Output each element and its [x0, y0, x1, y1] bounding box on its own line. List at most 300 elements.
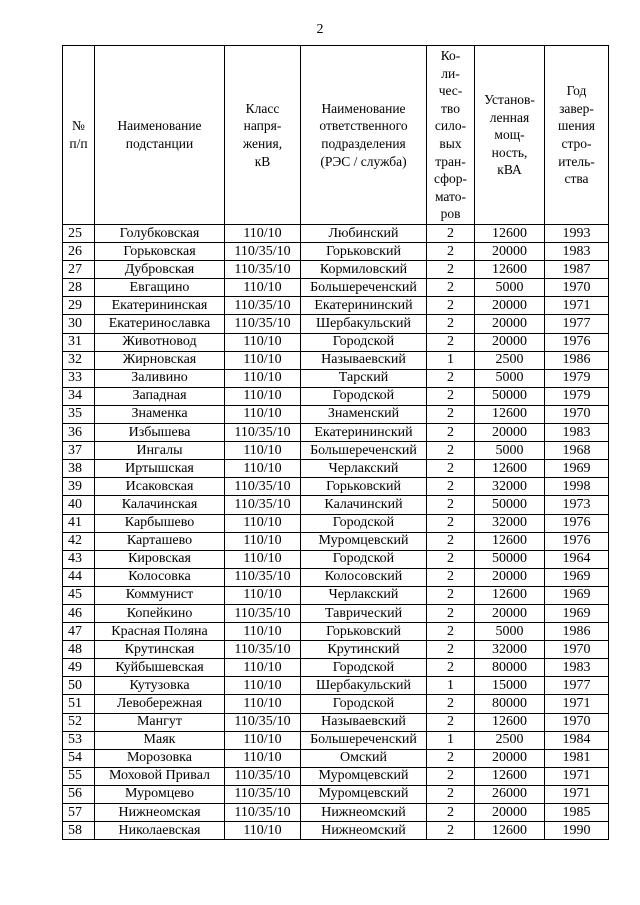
- cell-substation-name: Левобережная: [95, 695, 225, 713]
- table-row: [63, 731, 609, 749]
- cell-substation-name: Знаменка: [95, 405, 225, 423]
- cell-voltage-class: 110/10: [225, 532, 301, 550]
- header-line: (РЭС / служба): [320, 153, 407, 169]
- table-row: [63, 586, 609, 604]
- cell-voltage-class: 110/10: [225, 514, 301, 532]
- cell-substation-name: Карбышево: [95, 514, 225, 532]
- cell-substation-name: Исаковская: [95, 478, 225, 496]
- table-row: [63, 623, 609, 641]
- cell-transformer-count: 2: [427, 243, 475, 261]
- cell-transformer-count: 2: [427, 641, 475, 659]
- cell-number: 43: [63, 550, 95, 568]
- table-row: [63, 568, 609, 586]
- cell-installed-capacity: 5000: [475, 279, 545, 297]
- table-row: [63, 550, 609, 568]
- header-completion-year: [545, 46, 609, 225]
- header-line: вых: [439, 136, 462, 151]
- cell-number: 36: [63, 424, 95, 442]
- cell-completion-year: 1969: [545, 460, 609, 478]
- header-line: ность,: [491, 144, 528, 160]
- cell-number: 50: [63, 677, 95, 695]
- page-number: 2: [316, 22, 324, 37]
- cell-installed-capacity: 32000: [475, 641, 545, 659]
- header-line: кВ: [254, 153, 271, 169]
- table-row: [63, 424, 609, 442]
- cell-installed-capacity: 2500: [475, 351, 545, 369]
- header-line: тран-: [435, 153, 466, 169]
- cell-transformer-count: 2: [427, 333, 475, 351]
- cell-responsible-unit: Калачинский: [301, 496, 427, 514]
- cell-installed-capacity: 12600: [475, 460, 545, 478]
- cell-transformer-count: 2: [427, 713, 475, 731]
- cell-completion-year: 1984: [545, 731, 609, 749]
- cell-completion-year: 1977: [545, 677, 609, 695]
- cell-installed-capacity: 32000: [475, 478, 545, 496]
- cell-voltage-class: 110/10: [225, 369, 301, 387]
- cell-number: 55: [63, 767, 95, 785]
- cell-voltage-class: 110/10: [225, 586, 301, 604]
- cell-completion-year: 1976: [545, 532, 609, 550]
- cell-responsible-unit: Горьковский: [301, 243, 427, 261]
- cell-number: 34: [63, 387, 95, 405]
- cell-responsible-unit: Любинский: [301, 225, 427, 243]
- cell-responsible-unit: Большереченский: [301, 731, 427, 749]
- cell-substation-name: Голубковская: [95, 225, 225, 243]
- cell-completion-year: 1968: [545, 442, 609, 460]
- cell-responsible-unit: Муромцевский: [301, 532, 427, 550]
- cell-transformer-count: 2: [427, 785, 475, 803]
- cell-completion-year: 1969: [545, 568, 609, 586]
- cell-installed-capacity: 20000: [475, 568, 545, 586]
- cell-installed-capacity: 20000: [475, 243, 545, 261]
- table-row: [63, 749, 609, 767]
- cell-completion-year: 1979: [545, 387, 609, 405]
- cell-number: 26: [63, 243, 95, 261]
- cell-installed-capacity: 20000: [475, 297, 545, 315]
- cell-installed-capacity: 2500: [475, 731, 545, 749]
- cell-substation-name: Коммунист: [95, 586, 225, 604]
- cell-completion-year: 1983: [545, 243, 609, 261]
- cell-voltage-class: 110/35/10: [225, 261, 301, 279]
- cell-responsible-unit: Омский: [301, 749, 427, 767]
- header-line: подразделения: [321, 136, 406, 151]
- cell-voltage-class: 110/10: [225, 225, 301, 243]
- header-line: сфор-: [434, 171, 467, 187]
- cell-transformer-count: 1: [427, 351, 475, 369]
- cell-responsible-unit: Называевский: [301, 351, 427, 369]
- cell-voltage-class: 110/35/10: [225, 604, 301, 622]
- cell-voltage-class: 110/10: [225, 822, 301, 840]
- cell-voltage-class: 110/35/10: [225, 568, 301, 586]
- cell-transformer-count: 2: [427, 261, 475, 279]
- cell-number: 40: [63, 496, 95, 514]
- cell-completion-year: 1964: [545, 550, 609, 568]
- header-voltage-class: [225, 46, 301, 225]
- cell-completion-year: 1983: [545, 424, 609, 442]
- header-number: [63, 46, 95, 225]
- cell-responsible-unit: Таврический: [301, 604, 427, 622]
- cell-installed-capacity: 12600: [475, 225, 545, 243]
- header-line: итель-: [558, 153, 595, 169]
- header-substation-name: [95, 46, 225, 225]
- cell-completion-year: 1970: [545, 641, 609, 659]
- header-line: Год: [566, 83, 587, 99]
- cell-responsible-unit: Нижнеомский: [301, 822, 427, 840]
- cell-completion-year: 1983: [545, 659, 609, 677]
- cell-responsible-unit: Нижнеомский: [301, 804, 427, 822]
- cell-transformer-count: 2: [427, 550, 475, 568]
- substation-table: [62, 45, 609, 840]
- cell-transformer-count: 1: [427, 731, 475, 749]
- cell-responsible-unit: Крутинский: [301, 641, 427, 659]
- cell-substation-name: Животновод: [95, 333, 225, 351]
- header-line: Класс: [245, 100, 280, 116]
- cell-completion-year: 1985: [545, 804, 609, 822]
- header-line: Ко-: [440, 48, 461, 64]
- header-responsible-unit: [301, 46, 427, 225]
- cell-installed-capacity: 20000: [475, 424, 545, 442]
- cell-responsible-unit: Шербакульский: [301, 315, 427, 333]
- cell-installed-capacity: 12600: [475, 532, 545, 550]
- cell-responsible-unit: Знаменский: [301, 405, 427, 423]
- cell-voltage-class: 110/10: [225, 623, 301, 641]
- cell-number: 32: [63, 351, 95, 369]
- cell-responsible-unit: Большереченский: [301, 279, 427, 297]
- cell-substation-name: Крутинская: [95, 641, 225, 659]
- cell-installed-capacity: 50000: [475, 387, 545, 405]
- cell-completion-year: 1986: [545, 351, 609, 369]
- cell-number: 46: [63, 604, 95, 622]
- cell-transformer-count: 2: [427, 424, 475, 442]
- cell-substation-name: Мангут: [95, 713, 225, 731]
- cell-transformer-count: 2: [427, 225, 475, 243]
- cell-substation-name: Кутузовка: [95, 677, 225, 695]
- cell-responsible-unit: Тарский: [301, 369, 427, 387]
- cell-completion-year: 1979: [545, 369, 609, 387]
- header-line: Установ-: [484, 92, 535, 108]
- cell-installed-capacity: 12600: [475, 713, 545, 731]
- cell-voltage-class: 110/10: [225, 387, 301, 405]
- cell-voltage-class: 110/35/10: [225, 243, 301, 261]
- cell-responsible-unit: Городской: [301, 387, 427, 405]
- cell-number: 57: [63, 804, 95, 822]
- table-body: [63, 225, 609, 840]
- header-line: напря-: [243, 118, 282, 134]
- cell-number: 38: [63, 460, 95, 478]
- cell-responsible-unit: Городской: [301, 695, 427, 713]
- header-transformer-count: [427, 46, 475, 225]
- header-row: [63, 46, 609, 225]
- cell-responsible-unit: Большереченский: [301, 442, 427, 460]
- cell-installed-capacity: 80000: [475, 695, 545, 713]
- cell-voltage-class: 110/10: [225, 405, 301, 423]
- cell-number: 47: [63, 623, 95, 641]
- cell-voltage-class: 110/10: [225, 460, 301, 478]
- cell-substation-name: Евгащино: [95, 279, 225, 297]
- cell-substation-name: Заливино: [95, 369, 225, 387]
- table-row: [63, 532, 609, 550]
- cell-number: 25: [63, 225, 95, 243]
- cell-number: 27: [63, 261, 95, 279]
- cell-completion-year: 1970: [545, 279, 609, 297]
- cell-transformer-count: 2: [427, 568, 475, 586]
- cell-substation-name: Екатеринославка: [95, 315, 225, 333]
- cell-installed-capacity: 12600: [475, 586, 545, 604]
- cell-substation-name: Калачинская: [95, 496, 225, 514]
- cell-transformer-count: 2: [427, 405, 475, 423]
- header-line: ли-: [441, 65, 460, 81]
- cell-voltage-class: 110/35/10: [225, 804, 301, 822]
- cell-substation-name: Дубровская: [95, 261, 225, 279]
- header-line: Наименование: [117, 118, 202, 134]
- cell-number: 58: [63, 822, 95, 840]
- cell-completion-year: 1970: [545, 713, 609, 731]
- cell-transformer-count: 2: [427, 315, 475, 333]
- header-line: тво: [441, 100, 460, 116]
- cell-completion-year: 1971: [545, 785, 609, 803]
- header-line: п/п: [69, 136, 88, 151]
- table-row: [63, 604, 609, 622]
- cell-completion-year: 1998: [545, 478, 609, 496]
- cell-number: 42: [63, 532, 95, 550]
- table-row: [63, 333, 609, 351]
- cell-voltage-class: 110/10: [225, 279, 301, 297]
- cell-substation-name: Горьковская: [95, 243, 225, 261]
- header-line: мато-: [434, 188, 467, 204]
- cell-transformer-count: 2: [427, 514, 475, 532]
- cell-transformer-count: 2: [427, 496, 475, 514]
- cell-number: 54: [63, 749, 95, 767]
- cell-voltage-class: 110/35/10: [225, 641, 301, 659]
- cell-responsible-unit: Городской: [301, 514, 427, 532]
- cell-number: 31: [63, 333, 95, 351]
- table-row: [63, 677, 609, 695]
- cell-voltage-class: 110/35/10: [225, 424, 301, 442]
- cell-voltage-class: 110/35/10: [225, 315, 301, 333]
- table-row: [63, 279, 609, 297]
- cell-completion-year: 1986: [545, 623, 609, 641]
- cell-installed-capacity: 12600: [475, 822, 545, 840]
- cell-number: 33: [63, 369, 95, 387]
- cell-substation-name: Маяк: [95, 731, 225, 749]
- cell-transformer-count: 2: [427, 604, 475, 622]
- cell-completion-year: 1987: [545, 261, 609, 279]
- cell-number: 37: [63, 442, 95, 460]
- cell-installed-capacity: 12600: [475, 405, 545, 423]
- cell-number: 45: [63, 586, 95, 604]
- cell-substation-name: Морозовка: [95, 749, 225, 767]
- table-row: [63, 713, 609, 731]
- cell-installed-capacity: 5000: [475, 623, 545, 641]
- table-row: [63, 405, 609, 423]
- cell-responsible-unit: Черлакский: [301, 460, 427, 478]
- cell-responsible-unit: Шербакульский: [301, 677, 427, 695]
- cell-substation-name: Красная Поляна: [95, 623, 225, 641]
- header-line: чес-: [438, 83, 463, 99]
- header-installed-capacity: [475, 46, 545, 225]
- cell-transformer-count: 1: [427, 677, 475, 695]
- cell-number: 41: [63, 514, 95, 532]
- table-row: [63, 822, 609, 840]
- cell-transformer-count: 2: [427, 695, 475, 713]
- header-line: Наименование: [321, 100, 406, 116]
- header-line: ответственного: [319, 118, 408, 134]
- cell-installed-capacity: 20000: [475, 749, 545, 767]
- cell-number: 39: [63, 478, 95, 496]
- cell-voltage-class: 110/35/10: [225, 496, 301, 514]
- cell-completion-year: 1969: [545, 586, 609, 604]
- cell-substation-name: Екатерининская: [95, 297, 225, 315]
- cell-voltage-class: 110/10: [225, 749, 301, 767]
- cell-number: 35: [63, 405, 95, 423]
- cell-completion-year: 1976: [545, 333, 609, 351]
- cell-responsible-unit: Горьковский: [301, 478, 427, 496]
- cell-transformer-count: 2: [427, 659, 475, 677]
- cell-substation-name: Муромцево: [95, 785, 225, 803]
- cell-substation-name: Кировская: [95, 550, 225, 568]
- cell-completion-year: 1981: [545, 749, 609, 767]
- cell-number: 52: [63, 713, 95, 731]
- table-row: [63, 460, 609, 478]
- cell-installed-capacity: 50000: [475, 496, 545, 514]
- header-line: кВА: [497, 162, 522, 178]
- cell-responsible-unit: Горьковский: [301, 623, 427, 641]
- cell-voltage-class: 110/35/10: [225, 767, 301, 785]
- header-line: подстанции: [125, 136, 194, 151]
- header-line: №: [72, 118, 85, 134]
- table-row: [63, 804, 609, 822]
- cell-substation-name: Избышева: [95, 424, 225, 442]
- cell-transformer-count: 2: [427, 767, 475, 785]
- table-row: [63, 243, 609, 261]
- cell-installed-capacity: 5000: [475, 369, 545, 387]
- cell-transformer-count: 2: [427, 749, 475, 767]
- cell-completion-year: 1971: [545, 767, 609, 785]
- cell-transformer-count: 2: [427, 822, 475, 840]
- cell-installed-capacity: 12600: [475, 261, 545, 279]
- cell-responsible-unit: Городской: [301, 333, 427, 351]
- cell-number: 48: [63, 641, 95, 659]
- cell-substation-name: Нижнеомская: [95, 804, 225, 822]
- cell-voltage-class: 110/10: [225, 351, 301, 369]
- cell-voltage-class: 110/35/10: [225, 478, 301, 496]
- cell-number: 44: [63, 568, 95, 586]
- cell-responsible-unit: Черлакский: [301, 586, 427, 604]
- table-row: [63, 641, 609, 659]
- cell-substation-name: Копейкино: [95, 604, 225, 622]
- header-line: завер-: [559, 100, 594, 116]
- table-row: [63, 387, 609, 405]
- cell-transformer-count: 2: [427, 804, 475, 822]
- header-line: шения: [557, 118, 596, 134]
- cell-voltage-class: 110/10: [225, 695, 301, 713]
- cell-transformer-count: 2: [427, 623, 475, 641]
- cell-completion-year: 1971: [545, 695, 609, 713]
- cell-installed-capacity: 50000: [475, 550, 545, 568]
- cell-responsible-unit: Муромцевский: [301, 767, 427, 785]
- header-line: стро-: [561, 136, 592, 151]
- cell-transformer-count: 2: [427, 460, 475, 478]
- cell-responsible-unit: Екатерининский: [301, 424, 427, 442]
- cell-number: 49: [63, 659, 95, 677]
- cell-substation-name: Западная: [95, 387, 225, 405]
- table-row: [63, 315, 609, 333]
- cell-number: 56: [63, 785, 95, 803]
- table-row: [63, 442, 609, 460]
- table-row: [63, 261, 609, 279]
- table-row: [63, 225, 609, 243]
- table-row: [63, 695, 609, 713]
- cell-voltage-class: 110/35/10: [225, 297, 301, 315]
- cell-completion-year: 1977: [545, 315, 609, 333]
- cell-completion-year: 1990: [545, 822, 609, 840]
- cell-substation-name: Николаевская: [95, 822, 225, 840]
- cell-completion-year: 1993: [545, 225, 609, 243]
- cell-voltage-class: 110/10: [225, 550, 301, 568]
- cell-transformer-count: 2: [427, 532, 475, 550]
- cell-number: 28: [63, 279, 95, 297]
- table-row: [63, 297, 609, 315]
- cell-installed-capacity: 15000: [475, 677, 545, 695]
- cell-transformer-count: 2: [427, 279, 475, 297]
- cell-substation-name: Моховой Привал: [95, 767, 225, 785]
- cell-transformer-count: 2: [427, 387, 475, 405]
- table-header: [63, 46, 609, 225]
- header-line: сило-: [434, 118, 467, 134]
- cell-number: 51: [63, 695, 95, 713]
- cell-transformer-count: 2: [427, 586, 475, 604]
- cell-voltage-class: 110/10: [225, 677, 301, 695]
- cell-voltage-class: 110/35/10: [225, 785, 301, 803]
- header-line: жения,: [242, 136, 283, 151]
- cell-responsible-unit: Называевский: [301, 713, 427, 731]
- cell-voltage-class: 110/10: [225, 442, 301, 460]
- cell-responsible-unit: Городской: [301, 659, 427, 677]
- cell-voltage-class: 110/10: [225, 333, 301, 351]
- cell-installed-capacity: 12600: [475, 767, 545, 785]
- cell-number: 53: [63, 731, 95, 749]
- cell-substation-name: Жирновская: [95, 351, 225, 369]
- table-row: [63, 767, 609, 785]
- cell-number: 29: [63, 297, 95, 315]
- cell-transformer-count: 2: [427, 297, 475, 315]
- cell-responsible-unit: Екатерининский: [301, 297, 427, 315]
- header-line: ров: [440, 206, 461, 222]
- cell-installed-capacity: 80000: [475, 659, 545, 677]
- cell-transformer-count: 2: [427, 369, 475, 387]
- cell-responsible-unit: Кормиловский: [301, 261, 427, 279]
- header-line: ства: [564, 171, 589, 187]
- table-row: [63, 351, 609, 369]
- cell-installed-capacity: 26000: [475, 785, 545, 803]
- cell-voltage-class: 110/10: [225, 659, 301, 677]
- cell-installed-capacity: 20000: [475, 604, 545, 622]
- table-row: [63, 785, 609, 803]
- cell-substation-name: Куйбышевская: [95, 659, 225, 677]
- cell-responsible-unit: Городской: [301, 550, 427, 568]
- cell-installed-capacity: 5000: [475, 442, 545, 460]
- cell-substation-name: Карташево: [95, 532, 225, 550]
- cell-transformer-count: 2: [427, 442, 475, 460]
- cell-installed-capacity: 32000: [475, 514, 545, 532]
- cell-responsible-unit: Колосовский: [301, 568, 427, 586]
- cell-completion-year: 1970: [545, 405, 609, 423]
- cell-completion-year: 1971: [545, 297, 609, 315]
- cell-voltage-class: 110/10: [225, 731, 301, 749]
- cell-responsible-unit: Муромцевский: [301, 785, 427, 803]
- cell-completion-year: 1973: [545, 496, 609, 514]
- table-row: [63, 478, 609, 496]
